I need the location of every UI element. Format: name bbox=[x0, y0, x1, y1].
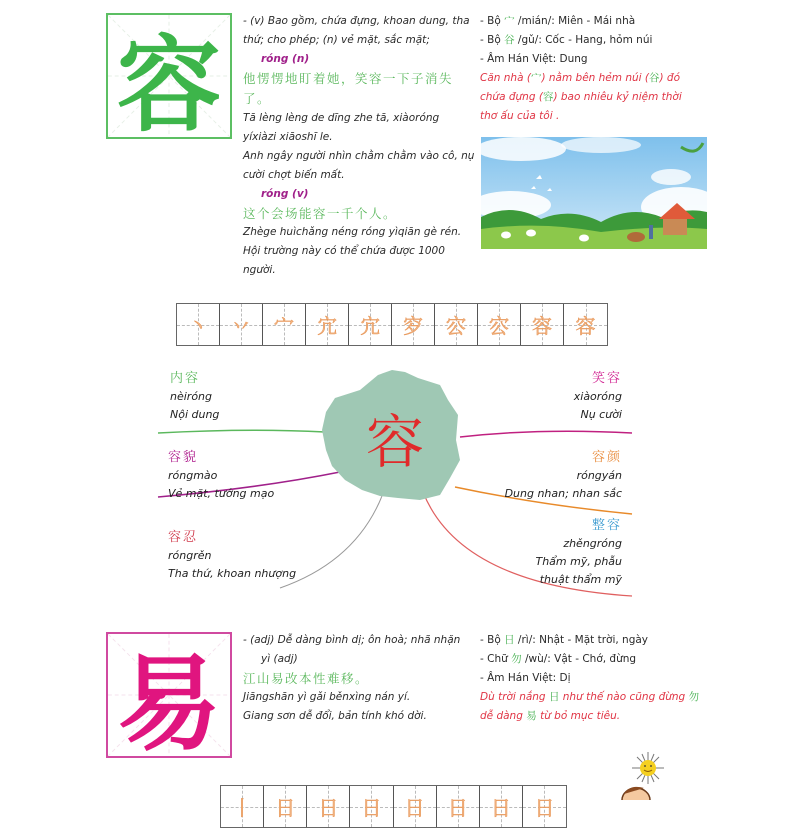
example-chinese: 他愣愣地盯着她，笑容一下子消失了。 bbox=[243, 71, 454, 106]
notes-block-yi bbox=[480, 631, 700, 726]
mindmap-branch-rongyan: 容颜 róngyán Dung nhan; nhan sắc bbox=[504, 450, 622, 500]
mindmap-branch-rongmao: 容貌 róngmào Vẻ mặt, tướng mạo bbox=[168, 450, 275, 500]
mindmap-branch-xiaorong: 笑容 xiàoróng Nụ cười bbox=[573, 371, 622, 421]
note-radical: - Chữ 勿 /wù/: Vật - Chớ, đừng bbox=[480, 653, 637, 665]
stroke-step: 日 bbox=[480, 786, 523, 827]
mindmap-branch-rongren: 容忍 róngrěn Tha thứ, khoan nhượng bbox=[168, 530, 297, 580]
mnemonic-text: Căn nhà (宀) nằm bên hẻm núi (谷) đó chứa đựng (容) bao nhiêu kỷ niệm thời thơ ấu của tôi . bbox=[480, 72, 682, 122]
stroke-step: 㝐 bbox=[435, 304, 478, 345]
sun-cartoon-icon bbox=[618, 750, 678, 800]
stroke-step: 宂 bbox=[306, 304, 349, 345]
stroke-step: 日 bbox=[437, 786, 480, 827]
stroke-step: 丶 bbox=[177, 304, 220, 345]
stroke-step: 日 bbox=[264, 786, 307, 827]
mnemonic-text: Dù trời nắng 日 như thế nào cũng đừng 勿 dễ dàng 易 từ bỏ mục tiêu. bbox=[480, 691, 700, 722]
note-radical: - Bộ 宀 /mián/: Miên - Mái nhà bbox=[480, 15, 636, 27]
example-chinese: 江山易改本性难移。 bbox=[243, 671, 370, 686]
usage-tag: róng (n) bbox=[261, 53, 310, 65]
note-radical: - Bộ 日 /rì/: Nhật - Mặt trời, ngày bbox=[480, 634, 649, 646]
note-sino-vietnamese: - Âm Hán Việt: Dị bbox=[480, 672, 571, 684]
usage-tag: róng (v) bbox=[261, 188, 309, 200]
main-character: 容 bbox=[116, 23, 221, 146]
example-pinyin: Zhège huìchǎng néng róng yìqiān gè rén. bbox=[243, 226, 462, 238]
stroke-step: 穸 bbox=[392, 304, 435, 345]
stroke-step: 日 bbox=[394, 786, 437, 827]
stroke-step: 容 bbox=[521, 304, 564, 345]
definition-block-yi bbox=[243, 631, 475, 726]
mindmap-center-character: 容 bbox=[365, 408, 424, 476]
example-pinyin: Tā lèng lèng de dīng zhe tā, xiàoróng yíxiàzi xiāoshī le. bbox=[243, 112, 440, 143]
usage-tag: yì (adj) bbox=[261, 653, 298, 665]
note-sino-vietnamese: - Âm Hán Việt: Dung bbox=[480, 53, 588, 65]
character-box-yi bbox=[106, 632, 232, 765]
stroke-order-row-yi bbox=[220, 785, 567, 828]
note-radical: - Bộ 谷 /gǔ/: Cốc - Hang, hỏm núi bbox=[480, 34, 653, 46]
mindmap-branch-zhengrong: 整容 zhěngróng Thẩm mỹ, phẫu thuật thẩm mỹ bbox=[535, 518, 622, 586]
definition-text: - (adj) Dễ dàng bình dị; ôn hoà; nhã nhặn bbox=[243, 634, 461, 646]
stroke-step: 宂 bbox=[349, 304, 392, 345]
stroke-step: 容 bbox=[564, 304, 607, 345]
stroke-step: 日 bbox=[307, 786, 350, 827]
stroke-step: 日 bbox=[350, 786, 393, 827]
stroke-step: 㝐 bbox=[478, 304, 521, 345]
stroke-step: 宀 bbox=[263, 304, 306, 345]
stroke-step: 丨 bbox=[221, 786, 264, 827]
definition-text: - (v) Bao gồm, chứa đựng, khoan dung, tha thứ; cho phép; (n) vẻ mặt, sắc mặt; bbox=[243, 15, 470, 46]
stroke-step: 丷 bbox=[220, 304, 263, 345]
example-translation: Hội trường này có thể chứa được 1000 người. bbox=[243, 245, 445, 276]
example-pinyin: Jiāngshān yì gǎi běnxìng nán yí. bbox=[243, 691, 411, 703]
main-character: 易 bbox=[116, 642, 221, 765]
stroke-step: 日 bbox=[523, 786, 566, 827]
example-chinese: 这个会场能容一千个人。 bbox=[243, 206, 398, 221]
mindmap-branch-neirong: 内容 nèiróng Nội dung bbox=[170, 371, 220, 421]
example-translation: Anh ngây người nhìn chằm chằm vào cô, nụ cười chợt biến mất. bbox=[243, 150, 475, 181]
example-translation: Giang sơn dễ đổi, bản tính khó dời. bbox=[243, 710, 427, 722]
